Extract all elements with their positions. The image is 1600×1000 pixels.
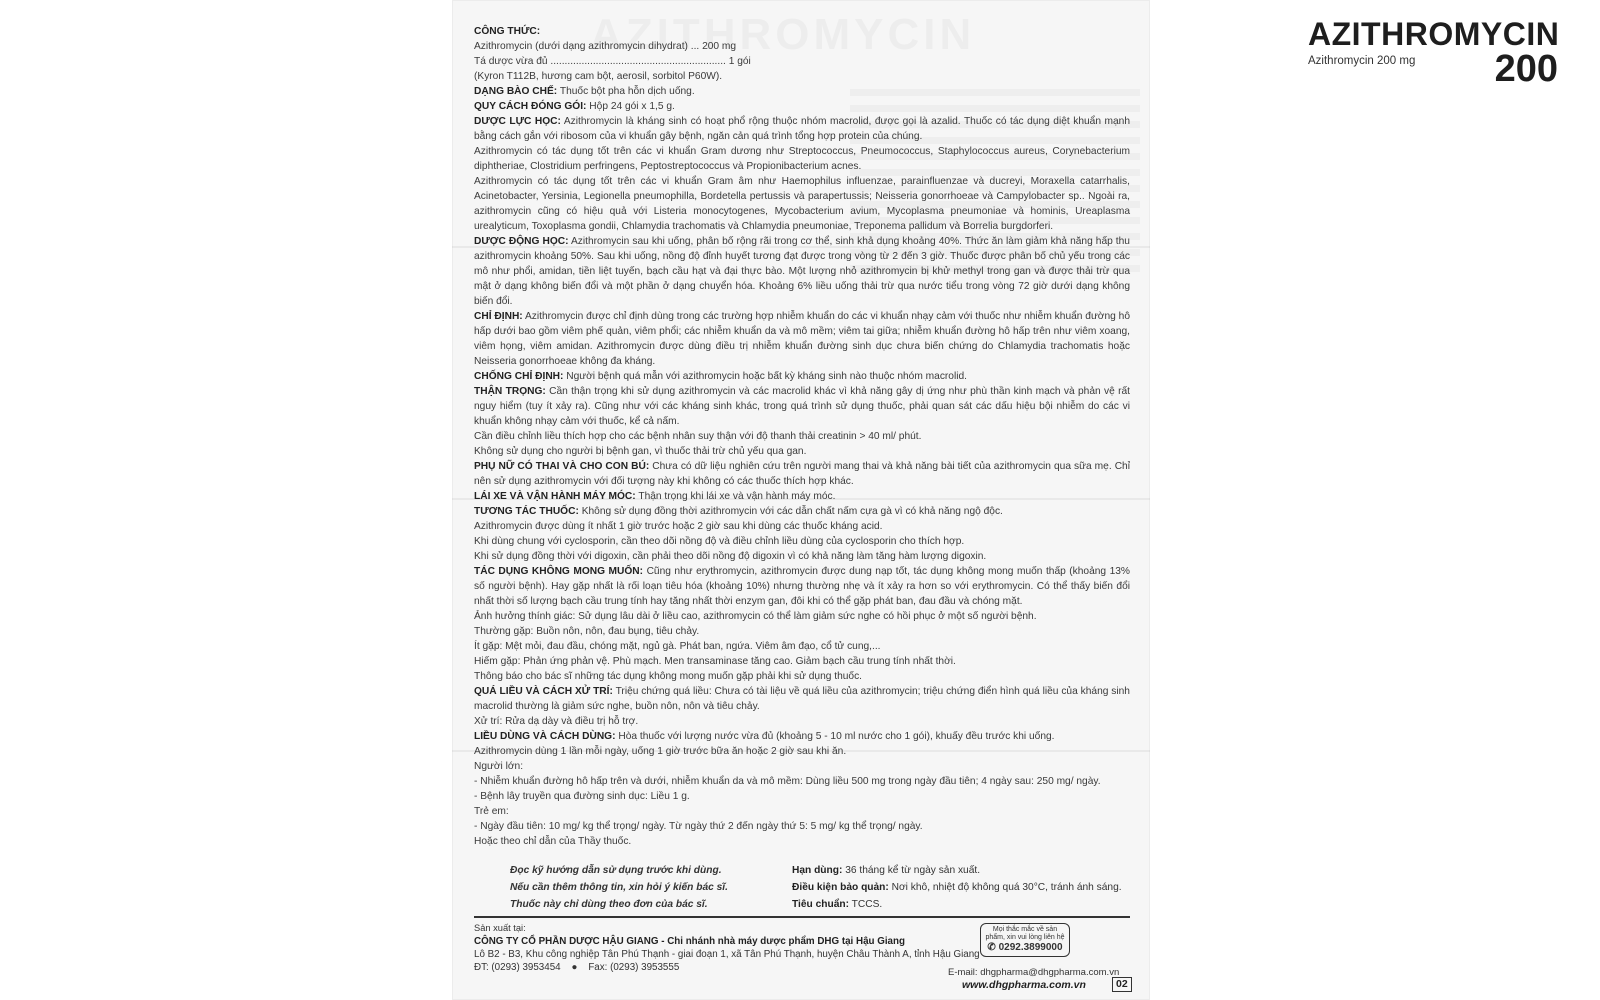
leaflet-paragraph bbox=[474, 54, 874, 69]
leaflet-paragraph bbox=[474, 144, 1130, 174]
leaflet-paragraph bbox=[474, 309, 1130, 369]
leaflet-paragraph bbox=[474, 789, 1130, 804]
section-text: Thông báo cho bác sĩ những tác dụng không mong muốn gặp phải khi sử dụng thuốc. bbox=[474, 671, 863, 682]
leaflet-paragraph bbox=[474, 444, 1130, 459]
section-text: Chưa có dữ liệu nghiên cứu trên người mang thai và khả năng bài tiết của azithromycin qua sữa mẹ. Chỉ nên sử dụng azithromycin với đối tượng này khi không có các thuốc thích hợp khác. bbox=[474, 461, 1130, 487]
leaflet-paragraph bbox=[474, 504, 1130, 519]
hotline-caption: Mọi thắc mắc về sản phẩm, xin vui lòng liên hệ bbox=[985, 926, 1065, 941]
section-text: Thuốc bột pha hỗn dịch uống. bbox=[559, 86, 695, 97]
leaflet-paragraph bbox=[474, 384, 1130, 429]
storage-conditions: Điều kiện bảo quản: Nơi khô, nhiệt độ không quá 30°C, tránh ánh sáng. bbox=[792, 882, 1122, 893]
leaflet-paragraph bbox=[474, 684, 1130, 714]
leaflet-paragraph bbox=[474, 39, 874, 54]
leaflet-paragraph bbox=[474, 519, 1130, 534]
section-text: Thận trọng khi lái xe và vận hành máy móc. bbox=[638, 491, 836, 502]
section-heading: LÁI XE VÀ VẬN HÀNH MÁY MÓC: bbox=[474, 491, 636, 502]
leaflet-paragraph bbox=[474, 84, 1130, 99]
leaflet-paragraph bbox=[474, 174, 1130, 234]
section-text: Khi sử dụng đồng thời với digoxin, cần phải theo dõi nồng độ digoxin vì có khả năng làm tăng hàm lượng digoxin. bbox=[474, 551, 987, 562]
product-strength: 200 bbox=[1494, 48, 1558, 90]
leaflet-paragraph bbox=[474, 24, 874, 39]
footer-divider bbox=[474, 916, 1130, 918]
section-text: Không sử dụng cho người bị bệnh gan, vì thuốc thải trừ chủ yếu qua gan. bbox=[474, 446, 807, 457]
phone: ĐT: (0293) 3953454 bbox=[474, 962, 561, 973]
leaflet-paragraph bbox=[474, 654, 1130, 669]
phone-icon: ✆ bbox=[987, 942, 996, 953]
section-text: Azithromycin sau khi uống, phân bố rộng rãi trong cơ thể, sinh khả dụng khoảng 40%. Thức ăn làm giảm khả năng hấp thu azithromycin khoảng 50%. Sau khi uống, nồng độ đỉnh huyết tương đạt được trong vòng từ 2 đến 3 giờ. Thuốc được phân bố chủ yếu trong các mô như phổi, amidan, tiền liệt tuyến, bạch cầu hạt và đại thực bào. Một lượng nhỏ azithromycin bị khử methyl trong gan và được thải trừ qua mật ở dạng không biến đổi và một phần ở dạng chuyển hóa. Khoảng 6% liều uống thải trừ qua nước tiểu trong vòng 72 giờ dưới dạng không biến đổi. bbox=[474, 236, 1130, 307]
manufacturer-address: Lô B2 - B3, Khu công nghiệp Tân Phú Thạnh - giai đoạn 1, xã Tân Phú Thạnh, huyện Châu Thành A, tỉnh Hậu Giang bbox=[474, 949, 980, 960]
section-heading: DẠNG BÀO CHẾ: bbox=[474, 86, 558, 97]
bullet-icon: ● bbox=[571, 962, 578, 973]
section-text: Tá dược vừa đủ .............................................................. 1 gói bbox=[474, 56, 751, 67]
section-heading: TƯƠNG TÁC THUỐC: bbox=[474, 506, 579, 517]
section-heading: DƯỢC LỰC HỌC: bbox=[474, 116, 561, 127]
warning-line: Thuốc này chỉ dùng theo đơn của bác sĩ. bbox=[510, 899, 708, 910]
leaflet-paragraph bbox=[474, 549, 1130, 564]
leaflet-paragraph bbox=[474, 69, 874, 84]
leaflet-paragraph bbox=[474, 459, 1130, 489]
leaflet-paragraph bbox=[474, 624, 1130, 639]
leaflet-paragraph bbox=[474, 804, 1130, 819]
fax: Fax: (0293) 3953555 bbox=[588, 962, 680, 973]
standard: Tiêu chuẩn: TCCS. bbox=[792, 899, 883, 910]
produced-at-label: Sản xuất tại: bbox=[474, 923, 526, 933]
website: www.dhgpharma.com.vn bbox=[962, 979, 1086, 991]
section-heading: QUÁ LIỀU VÀ CÁCH XỬ TRÍ: bbox=[474, 686, 613, 697]
section-text: Hòa thuốc với lượng nước vừa đủ (khoảng 5 - 10 ml nước cho 1 gói), khuấy đều trước khi uống. bbox=[618, 731, 1055, 742]
leaflet-paragraph bbox=[474, 609, 1130, 624]
section-text: Azithromycin được chỉ định dùng trong các trường hợp nhiễm khuẩn do các vi khuẩn nhạy cảm với thuốc như nhiễm khuẩn đường hô hấp dưới bao gồm viêm phế quản, viêm phổi; các nhiễm khuẩn da và mô mềm; viêm tai giữa; nhiễm khuẩn đường hô hấp trên như viêm xoang, viêm họng, viêm amidan. Azithromycin được dùng điều trị nhiễm khuẩn đường sinh dục chưa biến chứng do Chlamydia trachomatis hoặc Neisseria gonorrhoeae không đa kháng. bbox=[474, 311, 1130, 367]
section-text: Cần thận trọng khi sử dụng azithromycin và các macrolid khác vì khả năng gây dị ứng như phù thần kinh mạch và phản vệ rất nguy hiểm (tuy ít xảy ra). Cũng như với các kháng sinh khác, trong quá trình sử dụng thuốc, phải quan sát các dấu hiệu bội nhiễm do các vi khuẩn không nhạy cảm với thuốc, kể cả nấm. bbox=[474, 386, 1130, 427]
section-heading: LIỀU DÙNG VÀ CÁCH DÙNG: bbox=[474, 731, 616, 742]
leaflet-paragraph bbox=[474, 669, 1130, 684]
storage-info bbox=[792, 862, 1132, 913]
section-text: Người lớn: bbox=[474, 761, 524, 772]
section-heading: CHỈ ĐỊNH: bbox=[474, 311, 523, 322]
section-heading: CÔNG THỨC: bbox=[474, 26, 541, 37]
leaflet-paragraph bbox=[474, 564, 1130, 609]
section-text: Cũng như erythromycin, azithromycin được dung nạp tốt, tác dụng không mong muốn thấp (khoảng 13% số người bệnh). Hay gặp nhất là rối loạn tiêu hóa (khoảng 10%) nhưng thường nhẹ và ít xảy ra hơn so với erythromycin. Có thể thấy biến đổi nhất thời số lượng bạch cầu trung tính hay tăng nhất thời enzym gan, đôi khi có thể gặp phát ban, đau đầu và chóng mặt. bbox=[474, 566, 1130, 607]
leaflet-paragraph bbox=[474, 429, 1130, 444]
section-text: Azithromycin dùng 1 lần mỗi ngày, uống 1 giờ trước bữa ăn hoặc 2 giờ sau khi ăn. bbox=[474, 746, 847, 757]
section-text: (Kyron T112B, hương cam bột, aerosil, sorbitol P60W). bbox=[474, 71, 723, 82]
section-heading: TÁC DỤNG KHÔNG MONG MUỐN: bbox=[474, 566, 644, 577]
section-heading: QUY CÁCH ĐÓNG GÓI: bbox=[474, 101, 587, 112]
leaflet-paragraph bbox=[474, 234, 1130, 309]
section-text: - Ngày đầu tiên: 10 mg/ kg thể trọng/ ngày. Từ ngày thứ 2 đến ngày thứ 5: 5 mg/ kg thể trọng/ ngày. bbox=[474, 821, 923, 832]
page-number: 02 bbox=[1112, 977, 1132, 992]
section-text: Hiếm gặp: Phản ứng phản vệ. Phù mạch. Men transaminase tăng cao. Giảm bạch cầu trung tính nhất thời. bbox=[474, 656, 956, 667]
section-text: - Nhiễm khuẩn đường hô hấp trên và dưới, nhiễm khuẩn da và mô mềm: Dùng liều 500 mg trong ngày đầu tiên; 4 ngày sau: 250 mg/ ngày. bbox=[474, 776, 1101, 787]
leaflet-paragraph bbox=[474, 744, 1130, 759]
leaflet-paragraph bbox=[474, 639, 1130, 654]
product-name: AZITHROMYCIN bbox=[1308, 16, 1560, 52]
section-text: Triệu chứng quá liều: Chưa có tài liệu về quá liều của azithromycin; triệu chứng điển hình quá liều của kháng sinh macrolid thường là giảm sức nghe, buồn nôn, nôn và tiêu chảy. bbox=[474, 686, 1130, 712]
email: E-mail: dhgpharma@dhgpharma.com.vn bbox=[948, 967, 1120, 978]
leaflet-body bbox=[474, 24, 1130, 849]
hotline-number: ✆ 0292.3899000 bbox=[987, 942, 1063, 953]
leaflet-paragraph bbox=[474, 714, 1130, 729]
product-subtitle: Azithromycin 200 mg bbox=[1308, 55, 1416, 67]
shelf-life: Hạn dùng: 36 tháng kể từ ngày sản xuất. bbox=[792, 865, 981, 876]
leaflet-paragraph bbox=[474, 834, 1130, 849]
hotline-box bbox=[980, 923, 1070, 957]
section-text: Thường gặp: Buồn nôn, nôn, đau bụng, tiêu chảy. bbox=[474, 626, 700, 637]
section-text: Hộp 24 gói x 1,5 g. bbox=[589, 101, 675, 112]
leaflet-paragraph bbox=[474, 774, 1130, 789]
section-text: Azithromycin được dùng ít nhất 1 giờ trước hoặc 2 giờ sau khi dùng các thuốc kháng acid. bbox=[474, 521, 883, 532]
section-text: Ít gặp: Mệt mỏi, đau đầu, chóng mặt, ngủ gà. Phát ban, ngứa. Viêm âm đạo, cổ tử cung,... bbox=[474, 641, 881, 652]
leaflet-paragraph bbox=[474, 99, 1130, 114]
section-text: Người bệnh quá mẫn với azithromycin hoặc bất kỳ kháng sinh nào thuộc nhóm macrolid. bbox=[566, 371, 967, 382]
leaflet-paragraph bbox=[474, 729, 1130, 744]
section-text: Azithromycin (dưới dạng azithromycin dihydrat) ... 200 mg bbox=[474, 41, 737, 52]
leaflet-footer bbox=[474, 922, 1130, 991]
section-text: Không sử dụng đồng thời azithromycin với các dẫn chất nấm cựa gà vì có khả năng ngộ độc. bbox=[581, 506, 1003, 517]
section-heading: DƯỢC ĐỘNG HỌC: bbox=[474, 236, 569, 247]
leaflet-paragraph bbox=[474, 759, 1130, 774]
manufacturer-name: CÔNG TY CỔ PHẦN DƯỢC HẬU GIANG - Chi nhánh nhà máy dược phẩm DHG tại Hậu Giang bbox=[474, 936, 905, 947]
section-heading: THẬN TRỌNG: bbox=[474, 386, 546, 397]
section-heading: CHỐNG CHỈ ĐỊNH: bbox=[474, 371, 564, 382]
leaflet-paragraph bbox=[474, 114, 1130, 144]
section-text: Azithromycin là kháng sinh có hoạt phổ rộng thuộc nhóm macrolid, được gọi là azalid. Thuốc có tác dụng diệt khuẩn mạnh bằng cách gắn với ribosom của vi khuẩn gây bệnh, ngăn cản quá trình tổng hợp protein của chúng. bbox=[474, 116, 1130, 142]
section-text: Ảnh hưởng thính giác: Sử dụng lâu dài ở liều cao, azithromycin có thể làm giảm sức nghe có hồi phục ở một số người bệnh. bbox=[474, 611, 1037, 622]
section-text: - Bệnh lây truyền qua đường sinh dục: Liều 1 g. bbox=[474, 791, 690, 802]
warning-line: Đọc kỹ hướng dẫn sử dụng trước khi dùng. bbox=[510, 865, 722, 876]
section-heading: PHỤ NỮ CÓ THAI VÀ CHO CON BÚ: bbox=[474, 461, 650, 472]
section-text: Xử trí: Rửa dạ dày và điều trị hỗ trợ. bbox=[474, 716, 639, 727]
product-header bbox=[1308, 16, 1560, 90]
leaflet-paragraph bbox=[474, 819, 1130, 834]
section-text: Trẻ em: bbox=[474, 806, 509, 817]
leaflet-paragraph bbox=[474, 534, 1130, 549]
section-text: Azithromycin có tác dụng tốt trên các vi khuẩn Gram âm như Haemophilus influenzae, parainfluenzae và ducreyi, Moraxella catarrhalis, Acinetobacter, Yersinia, Legionella pneumophilla, Bordetella pertussis và parapertussis; Neisseria gonorrhoeae và Campylobacter sp.. Ngoài ra, azithromycin cũng có hiệu quả với Listeria monocytogenes, Mycobacterium avium, Mycoplasma pneumoniae và hominis, Ureaplasma urealyticum, Toxoplasma gondii, Chlamydia trachomatis và Chlamydia pneumoniae, Treponema pallidum và Borrelia burgdorferi. bbox=[474, 176, 1130, 232]
section-text: Khi dùng chung với cyclosporin, cần theo dõi nồng độ và điều chỉnh liều dùng của cyclosporin cho thích hợp. bbox=[474, 536, 965, 547]
warning-notes bbox=[510, 862, 810, 913]
leaflet-paragraph bbox=[474, 489, 1130, 504]
section-text: Azithromycin có tác dụng tốt trên các vi khuẩn Gram dương như Streptococcus, Pneumococcus, Staphylococcus aureus, Corynebacterium diphtheriae, Clostridium perfringens, Peptostreptococcus và Propionibacterium acnes. bbox=[474, 146, 1130, 172]
section-text: Cần điều chỉnh liều thích hợp cho các bệnh nhân suy thận với độ thanh thải creatinin > 40 ml/ phút. bbox=[474, 431, 922, 442]
warning-line: Nếu cần thêm thông tin, xin hỏi ý kiến bác sĩ. bbox=[510, 882, 728, 893]
leaflet-paragraph bbox=[474, 369, 1130, 384]
section-text: Hoặc theo chỉ dẫn của Thầy thuốc. bbox=[474, 836, 632, 847]
